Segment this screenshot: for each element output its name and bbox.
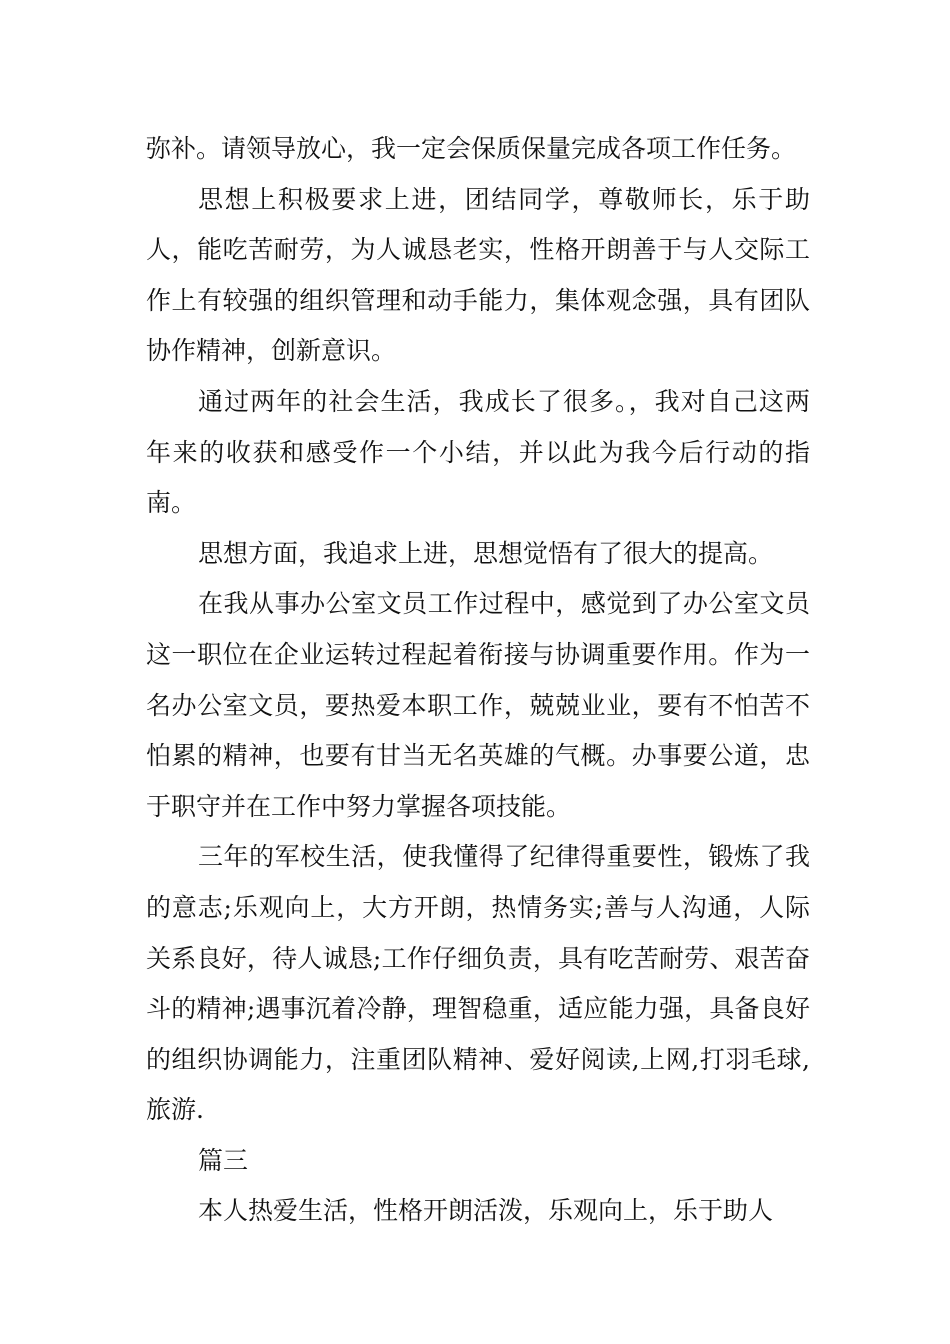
paragraph: 通过两年的社会生活，我成长了很多。，我对自己这两年来的收获和感受作一个小结，并以此为我今后行动的指南。: [146, 386, 810, 518]
paragraph: 弥补。请领导放心，我一定会保质保量完成各项工作任务。: [146, 134, 797, 163]
document-body: [146, 124, 810, 1237]
paragraph: 三年的军校生活，使我懂得了纪律得重要性，锻炼了我的意志;乐观向上，大方开朗，热情务实;善与人沟通，人际关系良好，待人诚恳;工作仔细负责，具有吃苦耐劳、艰苦奋斗的精神;遇事沉着冷静，理智稳重，适应能力强，具备良好的组织协调能力，注重团队精神、爱好阅读,上网,打羽毛球,旅游.: [146, 842, 810, 1125]
section-heading: 篇三: [198, 1145, 249, 1175]
paragraph: 思想方面，我追求上进，思想觉悟有了很大的提高。: [198, 538, 774, 568]
paragraph: 在我从事办公室文员工作过程中，感觉到了办公室文员这一职位在企业运转过程起着衔接与协调重要作用。作为一名办公室文员，要热爱本职工作，兢兢业业，要有不怕苦不怕累的精神，也要有甘当无名英雄的气概。办事要公道，忠于职守并在工作中努力掌握各项技能。: [146, 589, 810, 821]
paragraph: 思想上积极要求上进，团结同学，尊敬师长，乐于助人，能吃苦耐劳，为人诚恳老实，性格开朗善于与人交际工作上有较强的组织管理和动手能力，集体观念强，具有团队协作精神，创新意识。: [146, 184, 810, 366]
paragraph: 本人热爱生活，性格开朗活泼，乐观向上，乐于助人: [198, 1196, 774, 1226]
